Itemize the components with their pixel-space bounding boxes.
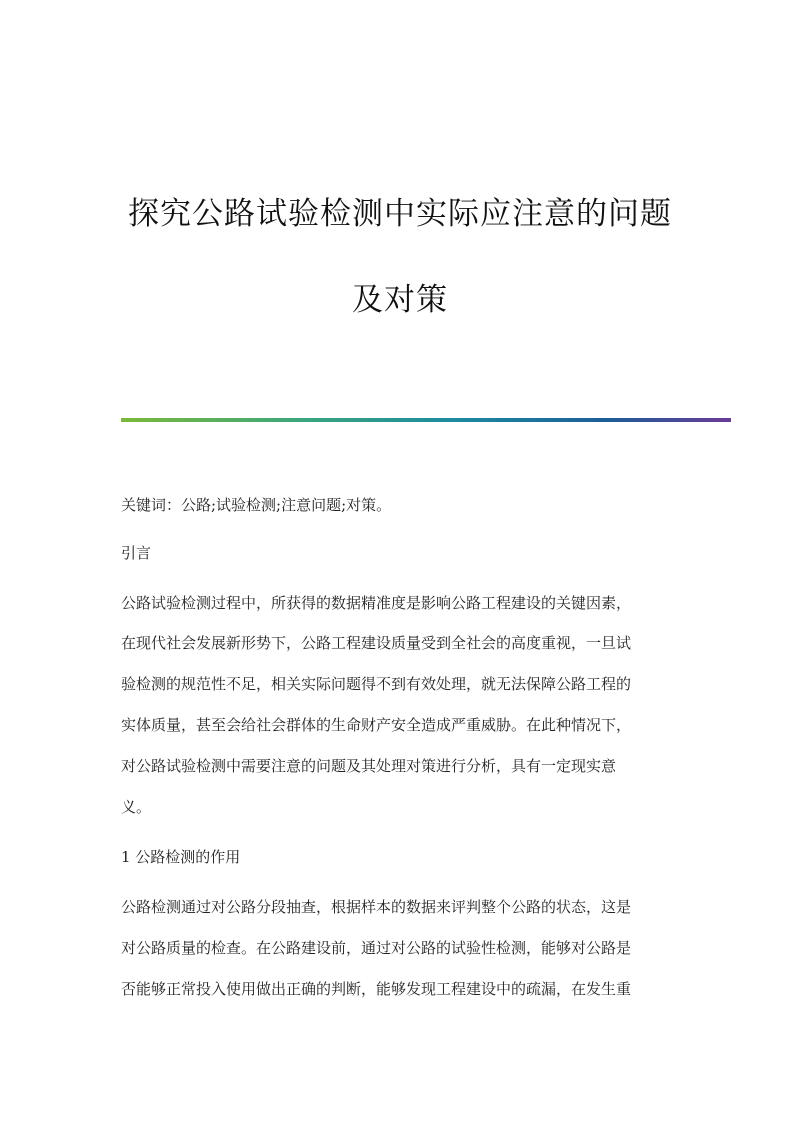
section-1-paragraph-line: 否能够正常投入使用做出正确的判断，能够发现工程建设中的疏漏，在发生重 [121, 980, 632, 998]
intro-heading: 引言 [121, 544, 152, 562]
intro-paragraph-line: 验检测的规范性不足，相关实际问题得不到有效处理，就无法保障公路工程的 [121, 675, 632, 693]
intro-paragraph-line: 对公路试验检测中需要注意的问题及其处理对策进行分析，具有一定现实意 [121, 757, 617, 775]
intro-paragraph-line: 在现代社会发展新形势下，公路工程建设质量受到全社会的高度重视，一旦试 [121, 634, 632, 652]
section-1-paragraph-line: 公路检测通过对公路分段抽查，根据样本的数据来评判整个公路的状态，这是 [121, 898, 632, 916]
intro-paragraph-line: 义。 [121, 798, 152, 816]
keywords: 关键词：公路;试验检测;注意问题;对策。 [121, 496, 392, 514]
section-1-heading: 1 公路检测的作用 [121, 848, 241, 866]
document-title-line-1: 探究公路试验检测中实际应注意的问题 [128, 196, 672, 232]
section-1-paragraph-line: 对公路质量的检查。在公路建设前，通过对公路的试验性检测，能够对公路是 [121, 939, 632, 957]
document-title-line-2: 及对策 [352, 282, 448, 318]
intro-paragraph-line: 实体质量，甚至会给社会群体的生命财产安全造成严重威胁。在此种情况下， [121, 716, 632, 734]
gradient-divider [121, 418, 731, 422]
intro-paragraph-line: 公路试验检测过程中，所获得的数据精准度是影响公路工程建设的关键因素， [121, 594, 632, 612]
